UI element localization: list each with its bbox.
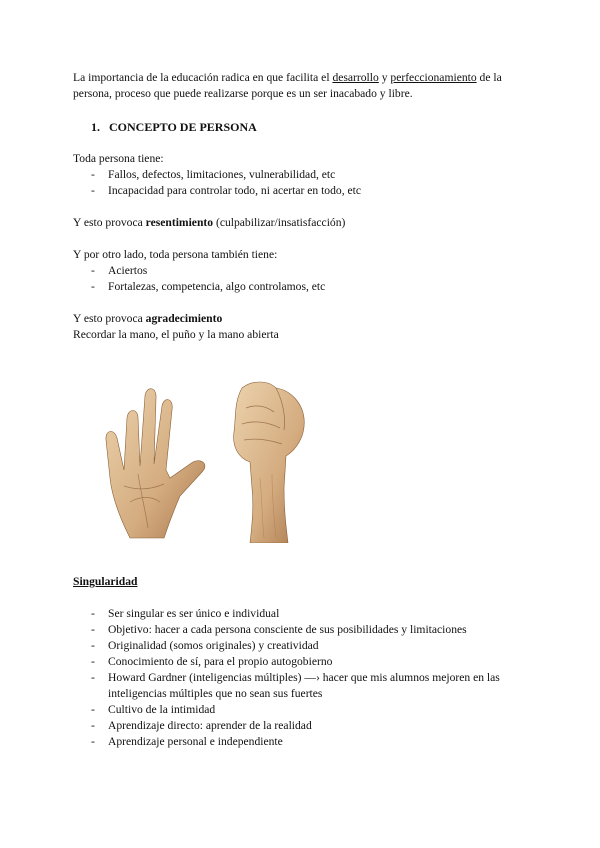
consequence-a-post: (culpabilizar/insatisfacción) (213, 216, 346, 229)
intro-underlined-desarrollo: desarrollo (332, 71, 379, 84)
block-a-list (73, 167, 533, 199)
list-item: - Howard Gardner (inteligencias múltiples) —› hacer que mis alumnos mejoren en las inteligencias múltiples que no sean sus fuertes (73, 670, 533, 702)
singularidad-heading: Singularidad (73, 575, 138, 588)
list-item: - Conocimiento de sí, para el propio autogobierno (73, 654, 533, 670)
intro-underlined-perfeccionamiento: perfeccionamiento (390, 71, 477, 84)
block-a-lead: Toda persona tiene: (73, 152, 164, 165)
list-item: - Originalidad (somos originales) y creatividad (73, 638, 533, 654)
open-hand-icon (106, 389, 205, 538)
block-a (73, 151, 533, 199)
consequence-a-pre: Y esto provoca (73, 216, 146, 229)
consequence-b (73, 311, 533, 343)
consequence-a-keyword: resentimiento (145, 216, 214, 229)
intro-text-pre: La importancia de la educación radica en que facilita el (73, 71, 333, 84)
list-item: - Aciertos (73, 263, 533, 279)
list-item: - Fallos, defectos, limitaciones, vulnerabilidad, etc (73, 167, 533, 183)
block-b-lead: Y por otro lado, toda persona también tiene: (73, 248, 278, 261)
list-item: - Aprendizaje personal e independiente (73, 734, 533, 750)
list-item: - Objetivo: hacer a cada persona consciente de sus posibilidades y limitaciones (73, 622, 533, 638)
consequence-a (73, 215, 533, 231)
list-item: - Incapacidad para controlar todo, ni acertar en todo, etc (73, 183, 533, 199)
singularidad-list (73, 606, 533, 750)
fist-icon (234, 382, 305, 543)
intro-text-mid: y (378, 71, 391, 84)
block-b-list (73, 263, 533, 295)
list-item: - Cultivo de la intimidad (73, 702, 533, 718)
singularidad-block (73, 606, 533, 750)
consequence-b-pre: Y esto provoca (73, 312, 146, 325)
list-item: - Ser singular es ser único e individual (73, 606, 533, 622)
consequence-b-line2: Recordar la mano, el puño y la mano abierta (73, 328, 279, 341)
block-b (73, 247, 533, 295)
hands-illustration (90, 378, 320, 543)
list-item: - Aprendizaje directo: aprender de la realidad (73, 718, 533, 734)
singularidad-title (73, 574, 533, 590)
intro-text-post: de la persona, proceso que puede realizarse porque es un ser inacabado y libre. (73, 71, 502, 100)
intro-paragraph (73, 70, 533, 102)
section-title: CONCEPTO DE PERSONA (109, 120, 257, 134)
list-item: - Fortalezas, competencia, algo controlamos, etc (73, 279, 533, 295)
consequence-b-keyword: agradecimiento (145, 312, 223, 325)
section-heading (91, 119, 551, 135)
section-number: 1. (91, 120, 100, 134)
